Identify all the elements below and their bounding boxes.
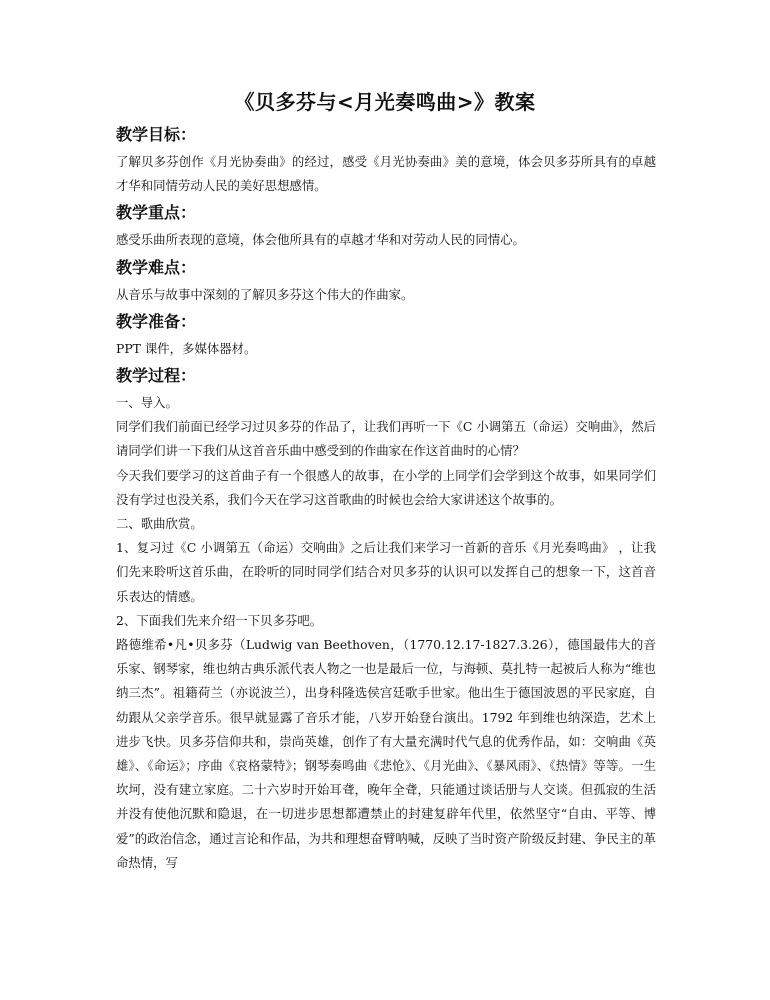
section-objectives bbox=[116, 120, 656, 198]
document-body bbox=[116, 120, 656, 875]
paragraph: 二、歌曲欣赏。 bbox=[116, 516, 203, 532]
paragraph: 今天我们要学习的这首曲子有一个很感人的故事，在小学的上同学们会学到这个故事，如果同学们没有学过也没关系，我们今天在学习这首歌曲的时候也会给大家讲述这个故事的。 bbox=[116, 467, 656, 507]
paragraph: 感受乐曲所表现的意境，体会他所具有的卓越才华和对劳动人民的同情心。 bbox=[116, 232, 525, 248]
section-key-points bbox=[116, 198, 656, 252]
paragraph: 一、导入。 bbox=[116, 395, 178, 411]
paragraph: 同学们我们前面已经学习过贝多芬的作品了，让我们再听一下《C 小调第五（命运）交响曲》，然后请同学们讲一下我们从这首音乐曲中感受到的作曲家在作这首曲时的心情？ bbox=[116, 419, 657, 459]
paragraph: PPT 课件，多媒体器材。 bbox=[116, 340, 257, 356]
section-heading: 教学目标： bbox=[116, 125, 197, 144]
section-process bbox=[116, 361, 656, 875]
section-heading: 教学准备： bbox=[116, 311, 197, 331]
section-heading: 教学过程： bbox=[116, 366, 197, 386]
document-title: 《贝多芬与<月光奏鸣曲>》教案 bbox=[234, 90, 536, 114]
section-preparation bbox=[116, 307, 656, 361]
paragraph: 路德维希•凡•贝多芬（Ludwig van Beethoven，（1770.12.17-1827.3.26），德国最伟大的音乐家、钢琴家，维也纳古典乐派代表人物之一也是最后一位，与海顿、莫扎特一起被后人称为“维也纳三杰”。祖籍荷兰（亦说波兰），出身科隆选侯宫廷歌手世家。他出生于德国波恩的平民家庭，自幼跟从父亲学音乐。很早就显露了音乐才能，八岁开始登台演出。1792 年到维也纳深造，艺术上进步飞快。贝多芬信仰共和，崇尚英雄，创作了有大量充满时代气息的优秀作品，如：交响曲《英雄》、《命运》；序曲《哀格蒙特》；钢琴奏鸣曲《悲怆》、《月光曲》、《暴风雨》、《热情》等等。一生坎坷，没有建立家庭。二十六岁时开始耳聋，晚年全聋，只能通过谈话册与人交谈。但孤寂的生活并没有使他沉默和隐退，在一切进步思想都遭禁止的封建复辟年代里，依然坚守“自由、平等、博爱”的政治信念，通过言论和作品，为共和理想奋臂呐喊，反映了当时资产阶级反封建、争民主的革命热情，写 bbox=[116, 637, 656, 870]
paragraph: 1、复习过《C 小调第五（命运）交响曲》之后让我们来学习一首新的音乐《月光奏鸣曲》 ，让我们先来聆听这首乐曲，在聆听的同时同学们结合对贝多芬的认识可以发挥自己的想象一下，这首音乐表达的情感。 bbox=[116, 540, 656, 604]
section-difficulties bbox=[116, 253, 656, 307]
paragraph: 了解贝多芬创作《月光协奏曲》的经过，感受《月光协奏曲》美的意境，体会贝多芬所具有的卓越才华和同情劳动人民的美好思想感情。 bbox=[116, 154, 656, 194]
section-heading: 教学重点： bbox=[116, 203, 197, 223]
section-heading: 教学难点： bbox=[116, 257, 197, 277]
paragraph: 2、下面我们先来介绍一下贝多芬吧。 bbox=[116, 612, 323, 628]
paragraph: 从音乐与故事中深刻的了解贝多芬这个伟大的作曲家。 bbox=[116, 286, 414, 302]
